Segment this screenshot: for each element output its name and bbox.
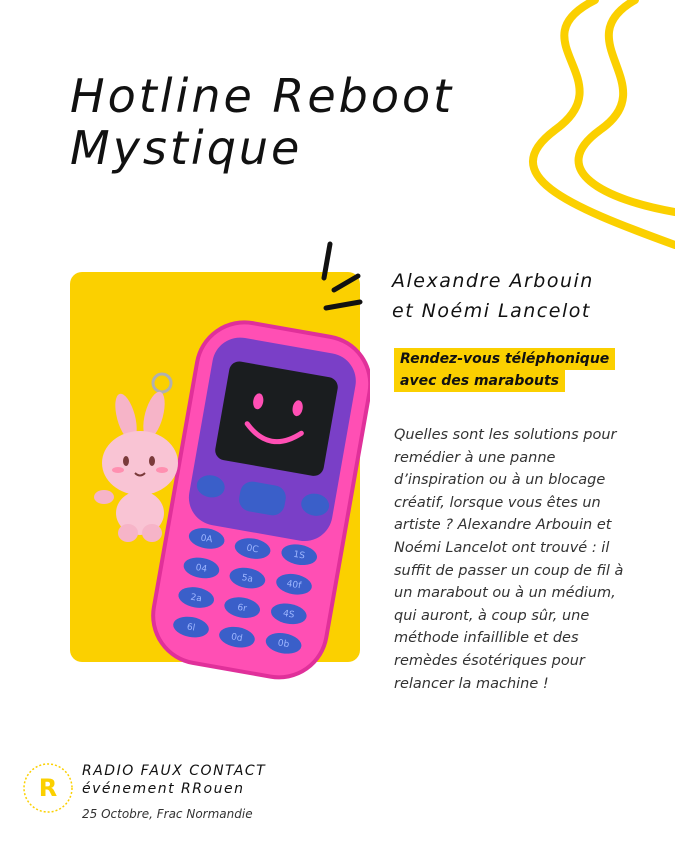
tagline-line-1: Rendez-vous téléphonique <box>394 348 615 370</box>
event-date: 25 Octobre, Frac Normandie <box>82 807 253 821</box>
bunny-charm-icon <box>94 389 178 542</box>
phone-key-5: 5a <box>240 573 254 585</box>
tagline-line-2: avec des marabouts <box>394 370 565 392</box>
title-line-1: Hotline Reboot <box>70 69 455 123</box>
phone-key-6: 40f <box>285 579 302 592</box>
phone-key-1: 0A <box>199 533 214 546</box>
phone-key-2: 0C <box>245 543 260 556</box>
phone-key-7: 2a <box>189 592 203 605</box>
event-name: événement RRouen <box>82 781 245 797</box>
tagline-highlight <box>394 348 615 392</box>
phone-key-9: 4S <box>282 608 296 621</box>
phone-key-11: 0d <box>230 632 244 645</box>
authors-line-2: et Noémi Lancelot <box>392 300 591 322</box>
phone-key-8: 6r <box>236 602 248 615</box>
phone-key-4: 04 <box>194 563 208 575</box>
radio-rrouen-logo-icon <box>22 762 74 814</box>
svg-text:R: R <box>38 774 58 802</box>
page-title <box>70 70 454 174</box>
radio-station-name: RADIO FAUX CONTACT <box>82 763 267 779</box>
phone-key-10: 6l <box>185 622 196 634</box>
phone-illustration <box>80 305 370 685</box>
phone-key-3: 1S <box>292 549 306 562</box>
footer-info <box>82 762 266 824</box>
title-line-2: Mystique <box>70 121 303 175</box>
authors-line-1: Alexandre Arbouin <box>392 270 594 292</box>
authors <box>392 266 594 326</box>
decorative-yellow-swirl <box>475 0 675 260</box>
phone-key-12: 0b <box>276 638 290 651</box>
description-text: Quelles sont les solutions pour remédier à une panne d’inspiration ou à un blocage créatif, lorsque vous êtes un artiste ? Alexandre Arbouin et Noémi Lancelot ont trouvé : il suffit de passer un coup de fil à un marabout ou à un médium, qui auront, à coup sûr, une méthode infaillible et des remèdes ésotériques pour relancer la machine ! <box>394 427 624 692</box>
